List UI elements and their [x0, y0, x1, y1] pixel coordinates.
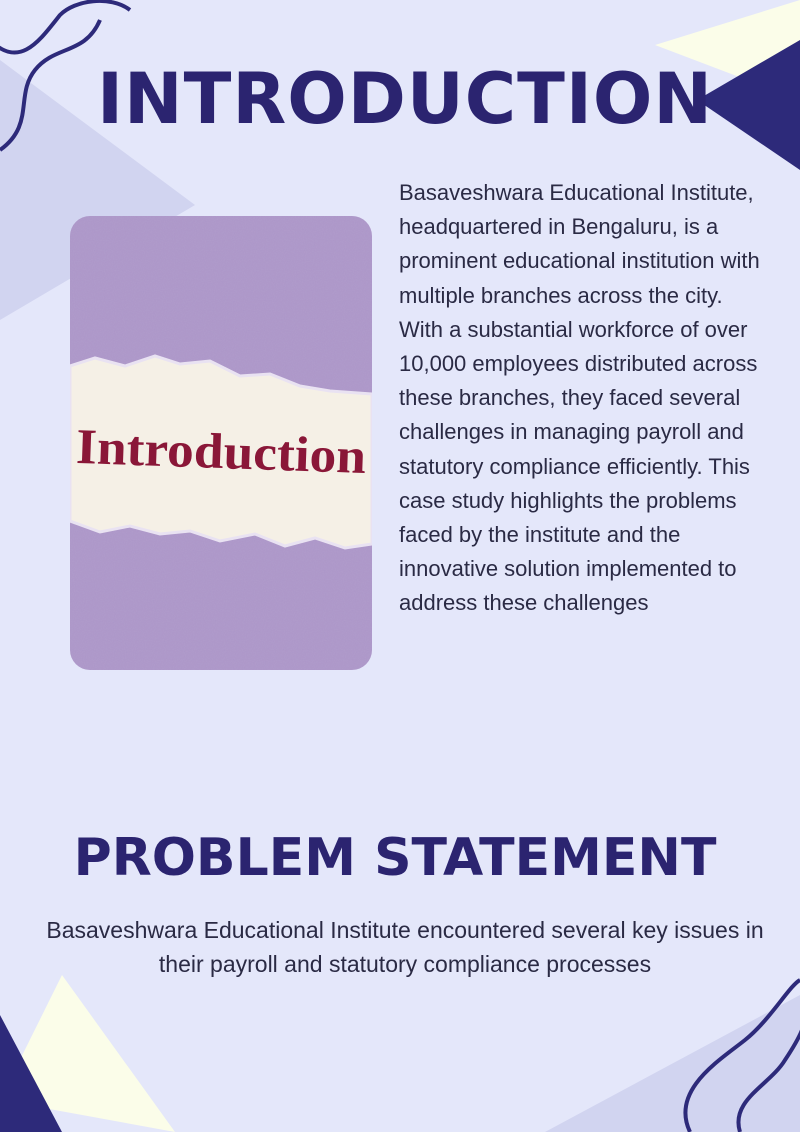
introduction-body: Basaveshwara Educational Institute, headquartered in Bengaluru, is a prominent educational institution with multiple branches across the city. With a substantial workforce of over 10,000 employees distributed across these branches, they faced several challenges in managing payroll and statutory compliance efficiently. This case study highlights the problems faced by the institute and the innovative solution implemented to address these challenges [399, 180, 760, 616]
top-left-wave [0, 1, 130, 53]
introduction-heading: INTRODUCTION [97, 58, 713, 140]
bottom-right-triangle [545, 995, 800, 1132]
problem-statement-body: Basaveshwara Educational Institute encountered several key issues in their payroll and statutory compliance processes [46, 917, 764, 977]
introduction-photo [70, 216, 372, 670]
problem-statement-heading: PROBLEM STATEMENT [73, 828, 717, 888]
photo-introduction-text: Introduction [75, 417, 349, 484]
